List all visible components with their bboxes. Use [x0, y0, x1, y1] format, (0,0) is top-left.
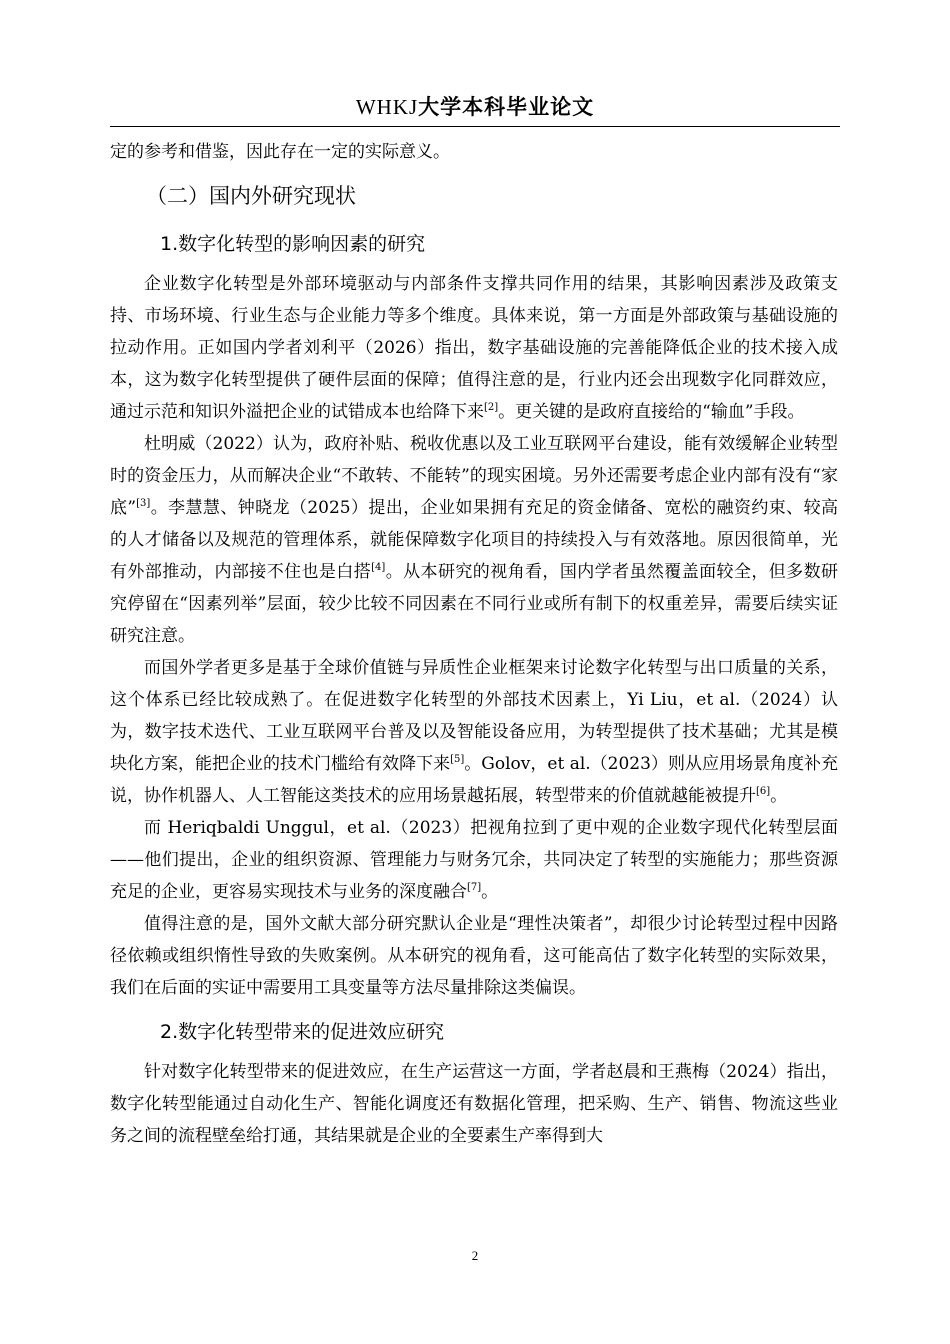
subsection-heading-2: 2.数字化转型带来的促进效应研究: [160, 1021, 445, 1043]
citation-7: [7]: [467, 882, 482, 893]
citation-4: [4]: [371, 562, 386, 573]
paragraph-4-text-b: 。: [481, 882, 499, 902]
citation-6: [6]: [756, 786, 771, 797]
header-title: [356, 95, 594, 119]
paragraph-1-text-a: 企业数字化转型是外部环境驱动与内部条件支撑共同作用的结果，其影响因素涉及政策支持、市场环境、行业生态与企业能力等多个维度。具体来说，第一方面是外部政策与基础设施的拉动作用。正如国内学者刘利平（2026）指出，数字基础设施的完善能降低企业的技术接入成本，这为数字化转型提供了硬件层面的保障；值得注意的是，行业内还会出现数字化同群效应，通过示范和知识外溢把企业的试错成本也给降下来: [110, 274, 838, 422]
paragraph-6: 针对数字化转型带来的促进效应，在生产运营这一方面，学者赵晨和王燕梅（2024）指出，数字化转型能通过自动化生产、智能化调度还有数据化管理，把采购、生产、销售、物流这些业务之间的流程壁垒给打通，其结果就是企业的全要素生产率得到大: [110, 1062, 838, 1146]
paragraph-2-text-a: 杜明威（2022）认为，政府补贴、税收优惠以及工业互联网平台建设，能有效缓解企业转型时的资金压力，从而解决企业“不敢转、不能转”的现实困境。另外还需要考虑企业内部有没有“家底”: [110, 434, 838, 518]
header-title-latin: WHKJ: [355, 95, 419, 119]
citation-3: [3]: [136, 498, 151, 509]
citation-2: [2]: [484, 402, 499, 413]
section-heading: （二）国内外研究现状: [146, 184, 356, 208]
paragraph-3: [110, 652, 838, 812]
page-header: [110, 90, 840, 127]
paragraph-4-text-a: 而 Heriqbaldi Unggul，et al.（2023）把视角拉到了更中观的企业数字现代化转型层面——他们提出，企业的组织资源、管理能力与财务冗余，共同决定了转型的实施能力；那些资源充足的企业，更容易实现技术与业务的深度融合: [110, 818, 838, 902]
subsection-heading-1: 1.数字化转型的影响因素的研究: [160, 233, 426, 255]
paragraph-2-text-c: 。从本研究的视角看，国内学者虽然覆盖面较全，但多数研究停留在“因素列举”层面，较少比较不同因素在不同行业或所有制下的权重差异，需要后续实证研究注意。: [110, 562, 838, 646]
paragraph-1-text-b: 。更关键的是政府直接给的“输血”手段。: [498, 402, 805, 422]
citation-5: [5]: [450, 754, 465, 765]
paragraph-continuation: 定的参考和借鉴，因此存在一定的实际意义。: [110, 142, 450, 162]
paragraph-5: 值得注意的是，国外文献大部分研究默认企业是“理性决策者”，却很少讨论转型过程中因路径依赖或组织惰性导致的失败案例。从本研究的视角看，这可能高估了数字化转型的实际效果，我们在后面的实证中需要用工具变量等方法尽量排除这类偏误。: [110, 914, 838, 998]
paragraph-3-text-b: 。Golov，et al.（2023）则从应用场景角度补充说，协作机器人、人工智能这类技术的应用场景越拓展，转型带来的价值就越能被提升: [110, 754, 838, 806]
page-content: [110, 136, 838, 1152]
paragraph-2-text-b: 。李慧慧、钟晓龙（2025）提出，企业如果拥有充足的资金储备、宽松的融资约束、较高的人才储备以及规范的管理体系，就能保障数字化项目的持续投入与有效落地。原因很简单，光有外部推动，内部接不住也是白搭: [110, 498, 838, 582]
header-title-cjk: 大学本科毕业论文: [418, 95, 595, 119]
paragraph-3-text-c: 。: [770, 786, 788, 806]
paragraph-3-text-a: 而国外学者更多是基于全球价值链与异质性企业框架来讨论数字化转型与出口质量的关系，这个体系已经比较成熟了。在促进数字化转型的外部技术因素上，Yi Liu，et al.（2024）认为，数字技术迭代、工业互联网平台普及以及智能设备应用，为转型提供了技术基础；尤其是模块化方案，能把企业的技术门槛给有效降下来: [110, 658, 838, 774]
paragraph-4: [110, 812, 838, 908]
page-number: 2: [471, 1248, 479, 1263]
paragraph-2: [110, 428, 838, 652]
paragraph-1: [110, 268, 838, 428]
